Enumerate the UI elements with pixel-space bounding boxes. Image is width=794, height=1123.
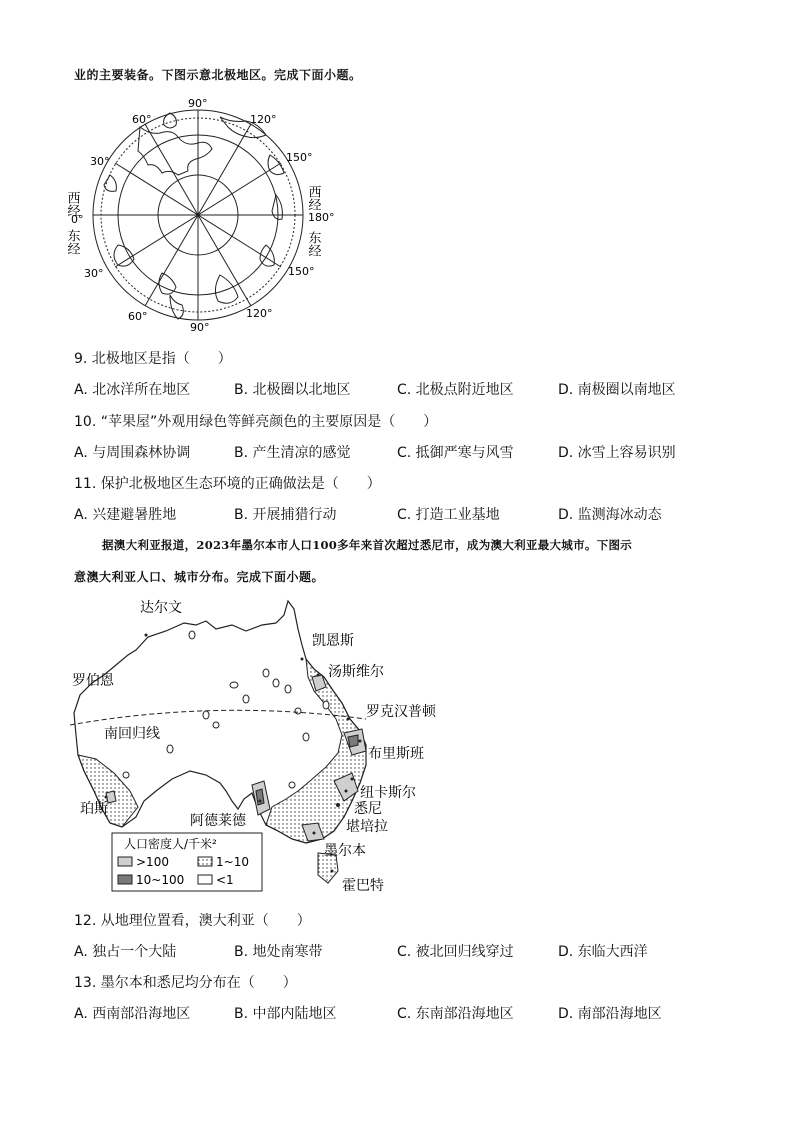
west-longitude-right: 西经 — [305, 185, 321, 211]
legend-swatch-min — [198, 875, 212, 884]
lon-label-150-bottom: 150° — [288, 265, 315, 278]
option-d[interactable]: D. 南部沿海地区 — [558, 1006, 662, 1022]
city-darwin: 达尔文 — [140, 600, 182, 616]
east-longitude-left: 东经 — [64, 229, 80, 255]
option-b[interactable]: B. 地处南寒带 — [234, 944, 323, 960]
option-c[interactable]: C. 抵御严寒与风雪 — [397, 445, 514, 461]
option-d[interactable]: D. 监测海冰动态 — [558, 507, 662, 523]
option-d[interactable]: D. 南极圈以南地区 — [558, 382, 676, 398]
option-c[interactable]: C. 打造工业基地 — [397, 507, 500, 523]
australia-map — [66, 595, 446, 900]
legend-item-high: >100 — [136, 855, 169, 869]
legend-item-mid: 10~100 — [136, 873, 185, 887]
density-mid-brisbane — [348, 735, 358, 747]
legend-swatch-low — [198, 857, 212, 866]
intro-text-1: 业的主要装备。下图示意北极地区。完成下面小题。 — [74, 68, 362, 82]
option-d[interactable]: D. 冰雪上容易识别 — [558, 445, 676, 461]
lon-label-180: 180° — [308, 211, 335, 224]
city-rockhampton: 罗克汉普顿 — [366, 704, 436, 720]
legend-title: 人口密度人/千米² — [124, 837, 217, 851]
question-9: 9. 北极地区是指（ ） — [74, 351, 232, 367]
coastlines — [104, 113, 284, 319]
option-a[interactable]: A. 北冰洋所在地区 — [74, 382, 191, 398]
city-townsville: 汤斯维尔 — [328, 664, 384, 680]
city-hobart: 霍巴特 — [342, 878, 384, 894]
option-b[interactable]: B. 产生清凉的感觉 — [234, 445, 351, 461]
tropic-label: 南回归线 — [104, 726, 160, 742]
option-c[interactable]: C. 北极点附近地区 — [397, 382, 514, 398]
lon-label-150-top: 150° — [286, 151, 313, 164]
option-b[interactable]: B. 北极圈以北地区 — [234, 382, 351, 398]
lon-label-30-bottom: 30° — [84, 267, 104, 280]
city-brisbane: 布里斯班 — [368, 746, 424, 762]
intro-text-2-line1: 据澳大利亚报道，2023年墨尔本市人口100多年来首次超过悉尼市，成为澳大利亚最大城市。下图示 — [102, 538, 633, 552]
city-melbourne: 墨尔本 — [324, 843, 366, 859]
west-longitude-left: 西经 — [64, 191, 80, 217]
legend-item-low: 1~10 — [216, 855, 249, 869]
question-12-options — [74, 941, 714, 961]
city-adelaide: 阿德莱德 — [190, 813, 246, 829]
question-13: 13. 墨尔本和悉尼均分布在（ ） — [74, 975, 297, 991]
question-10: 10. “苹果屋”外观用绿色等鲜亮颜色的主要原因是（ ） — [74, 414, 438, 430]
lon-label-30-top: 30° — [90, 155, 110, 168]
option-a[interactable]: A. 兴建避暑胜地 — [74, 507, 177, 523]
question-11-options — [74, 504, 714, 524]
city-sydney: 悉尼 — [354, 801, 382, 817]
option-a[interactable]: A. 西南部沿海地区 — [74, 1006, 191, 1022]
lon-label-60-bottom: 60° — [128, 310, 148, 323]
legend-swatch-mid — [118, 875, 132, 884]
east-longitude-right: 东经 — [305, 231, 321, 257]
city-canberra: 堪培拉 — [346, 819, 388, 835]
arctic-map — [64, 95, 335, 335]
legend-swatch-high — [118, 857, 132, 866]
question-10-options — [74, 442, 714, 462]
lon-label-120-bottom: 120° — [246, 307, 273, 320]
question-12: 12. 从地理位置看，澳大利亚（ ） — [74, 913, 311, 929]
lon-label-60-top: 60° — [132, 113, 152, 126]
city-cairns: 凯恩斯 — [312, 633, 354, 649]
lon-label-bottom: 90° — [190, 321, 210, 334]
question-11: 11. 保护北极地区生态环境的正确做法是（ ） — [74, 476, 381, 492]
option-b[interactable]: B. 开展捕猎行动 — [234, 507, 337, 523]
question-13-options — [74, 1003, 714, 1023]
option-a[interactable]: A. 独占一个大陆 — [74, 944, 177, 960]
option-a[interactable]: A. 与周围森林协调 — [74, 445, 191, 461]
option-c[interactable]: C. 东南部沿海地区 — [397, 1006, 514, 1022]
zero-longitude: 0° — [71, 213, 84, 226]
legend-item-min: <1 — [216, 873, 234, 887]
intro-text-2-line2: 意澳大利亚人口、城市分布。完成下面小题。 — [74, 570, 325, 584]
lon-label-120-top: 120° — [250, 113, 277, 126]
option-b[interactable]: B. 中部内陆地区 — [234, 1006, 337, 1022]
city-newcastle: 纽卡斯尔 — [360, 785, 416, 801]
city-broome: 罗伯恩 — [72, 673, 114, 689]
option-c[interactable]: C. 被北回归线穿过 — [397, 944, 514, 960]
density-mid-adelaide — [256, 789, 264, 805]
question-9-options — [74, 379, 714, 399]
city-perth: 珀斯 — [80, 801, 108, 817]
option-d[interactable]: D. 东临大西洋 — [558, 944, 648, 960]
lon-label-top: 90° — [188, 97, 208, 110]
map-legend — [112, 833, 262, 891]
